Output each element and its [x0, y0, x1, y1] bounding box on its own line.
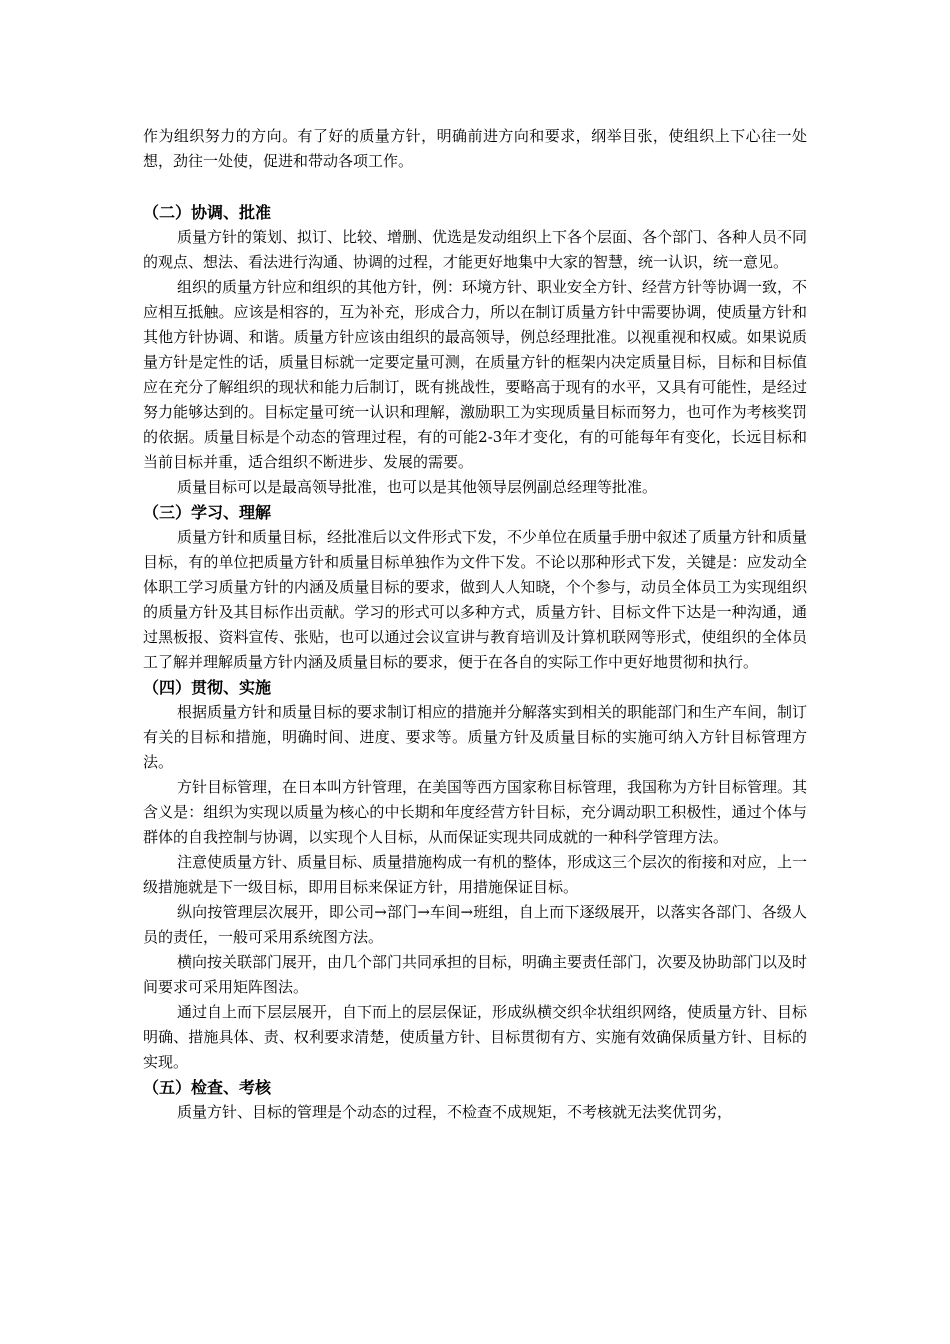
- paragraph: 横向按关联部门展开，由几个部门共同承担的目标，明确主要责任部门，次要及协助部门以及时间要求可采用矩阵图法。: [143, 953, 808, 996]
- paragraph: 质量方针、目标的管理是个动态的过程，不检查不成规矩，不考核就无法奖优罚劣，: [177, 1103, 733, 1121]
- paragraph: 质量目标可以是最高领导批准，也可以是其他领导层例副总经理等批准。: [177, 478, 658, 496]
- paragraph: 组织的质量方针应和组织的其他方针，例：环境方针、职业安全方针、经营方针等协调一致，不应相互抵触。应该是相容的，互为补充，形成合力，所以在制订质量方针中需要协调，使质量方针和其他方针协调、和谐。质量方针应该由组织的最高领导，例总经理批准。以视重视和权威。如果说质量方针是定性的话，质量目标就一定要定量可测，在质量方针的框架内决定质量目标，目标和目标值应在充分了解组织的现状和能力后制订，既有挑战性，要略高于现有的水平，又具有可能性，是经过努力能够达到的。目标定量可统一认识和理解，激励职工为实现质量目标而努力，也可作为考核奖罚的依据。质量目标是个动态的管理过程，有的可能2-3年才变化，有的可能每年有变化，长远目标和当前目标并重，适合组织不断进步、发展的需要。: [143, 278, 808, 471]
- section-heading-5: （五）检查、考核: [143, 1078, 272, 1097]
- spacer: [143, 174, 807, 200]
- section-heading-4: （四）贯彻、实施: [143, 678, 272, 697]
- paragraph: 注意使质量方针、质量目标、质量措施构成一有机的整体，形成这三个层次的衔接和对应，上一级措施就是下一级目标，即用目标来保证方针，用措施保证目标。: [143, 853, 808, 896]
- document-body: [143, 124, 807, 1125]
- paragraph: 通过自上而下层层展开，自下而上的层层保证，形成纵横交织伞状组织网络，使质量方针、目标明确、措施具体、责、权利要求清楚，使质量方针、目标贯彻有方、实施有效确保质量方针、目标的实现。: [143, 1003, 808, 1071]
- paragraph: 纵向按管理层次展开，即公司→部门→车间→班组，自上而下逐级展开，以落实各部门、各级人员的责任，一般可采用系统图方法。: [143, 903, 807, 946]
- paragraph: 根据质量方针和质量目标的要求制订相应的措施并分解落实到相关的职能部门和生产车间，制订有关的目标和措施，明确时间、进度、要求等。质量方针及质量目标的实施可纳入方针目标管理方法。: [143, 703, 808, 771]
- section-heading-3: （三）学习、理解: [143, 503, 272, 522]
- paragraph: 方针目标管理，在日本叫方针管理，在美国等西方国家称目标管理，我国称为方针目标管理。其含义是：组织为实现以质量为核心的中长期和年度经营方针目标，充分调动职工积极性，通过个体与群体的自我控制与协调，以实现个人目标，从而保证实现共同成就的一种科学管理方法。: [143, 778, 808, 846]
- paragraph: 质量方针的策划、拟订、比较、增删、优选是发动组织上下各个层面、各个部门、各种人员不同的观点、想法、看法进行沟通、协调的过程，才能更好地集中大家的智慧，统一认识，统一意见。: [143, 228, 808, 271]
- section-heading-2: （二）协调、批准: [143, 203, 272, 222]
- paragraph: 作为组织努力的方向。有了好的质量方针，明确前进方向和要求，纲举目张，使组织上下心往一处想，劲往一处使，促进和带动各项工作。: [143, 127, 807, 170]
- paragraph: 质量方针和质量目标，经批准后以文件形式下发，不少单位在质量手册中叙述了质量方针和质量目标，有的单位把质量方针和质量目标单独作为文件下发。不论以那种形式下发，关键是：应发动全体职工学习质量方针的内涵及质量目标的要求，做到人人知晓，个个参与，动员全体员工为实现组织的质量方针及其目标作出贡献。学习的形式可以多种方式，质量方针、目标文件下达是一种沟通，通过黑板报、资料宣传、张贴，也可以通过会议宣讲与教育培训及计算机联网等形式，使组织的全体员工了解并理解质量方针内涵及质量目标的要求，便于在各自的实际工作中更好地贯彻和执行。: [143, 528, 808, 671]
